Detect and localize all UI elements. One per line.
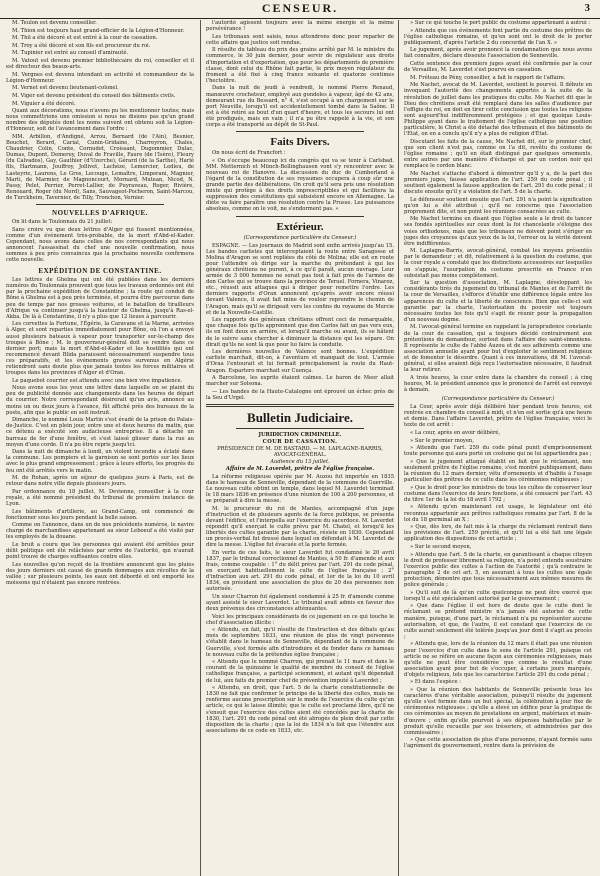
constantine-section xyxy=(6,277,194,586)
paragraph: » Que le jugement attaqué établit en fait que le réclamant, non seulement prêtre de l'église romaine, s'est montré publiquement, dans la réunion du 12 mars dernier, vêtu d'ornements et d'habits à l'usage particulier des prêtres de ce culte dans les cérémonies religieuses ; xyxy=(404,458,592,484)
paragraph: » Sur le second moyen, xyxy=(410,544,472,550)
masthead xyxy=(0,0,600,19)
paragraph: M. Vergnes est devenu intendant en activité et commandeur de la Légion-d'Honneur. xyxy=(6,71,194,84)
paragraph: Le bruit a couru que les personnes qui avaient été arrêtées pour délit politique ont été relâchées par ordre de l'autorité, qui n'aurait point trouvé de charges suffisantes contre elles. xyxy=(6,542,194,561)
constantine-heading: EXPÉDITION DE CONSTANTINE. xyxy=(38,267,162,276)
paragraph: Dimanche, le nommé Louis Martin s'est évadé de la prison du Palais-de-Justice. C'est en plein jour, entre une et deux heures du matin, que ce détenu a exécuté son audacieuse entreprise. Il a détaché un barreau de fer d'une fenêtre, et s'est laissé glisser dans la rue au moyen d'une corde. Il n'a pu être repris jusqu'ici. xyxy=(6,417,194,448)
africa-section xyxy=(6,227,194,264)
africa-heading: NOUVELLES D'AFRIQUE. xyxy=(52,209,148,218)
paragraph: Me Nachet s'attache d'abord à démontrer qu'il y a, de la part des premiers juges, fausse application de l'art. 259 du code pénal ; il soutient également la fausse application de l'art. 291 du code pénal ; il discute ensuite qu'il y a violation de l'art. 5 de la charte. xyxy=(404,170,592,195)
paragraph: Dans la nuit de jeudi à vendredi, le nommé Pierre Renaud, manœuvre crocheteur, employé aux gondoles à vapeur, âgé de 42 ans, demeurant rue du Bessard, n° 4, s'est occupé à un chargement sur le port Neuville, lorsqu'il est accidentellement tombé dans la Saône. Il est à été retiré au bout d'un quart d'heure, et tous les secours lui ont été prodigués, mais en vain ; il n'a pu être rappelé à la vie, et son corps a été transporté au dépôt de St-Paul. xyxy=(206,85,394,128)
paragraph: M. Thil a été décoré et est entré à la cour de cassation. xyxy=(12,35,158,42)
column-1-intro xyxy=(6,20,194,201)
paragraph: M. de Rohan, après un séjour de quelques jours à Paris, est de retour dans notre ville depuis plusieurs jours. xyxy=(6,475,194,488)
paragraph: « Attendu, en fait, qu'il résulte de l'instruction et des débats qu'au mois de septembre 1833, une réunion de plus de vingt personnes s'établit dans le hameau de Senneville, dépendant de la commune de Guerville, s'est formée afin d'introduire et de fonder dans ce hameau le nouveau culte de la prétendue église française ; xyxy=(206,627,394,658)
presidence-line: PRÉSIDENCE DE M. DE BASTARD. — M. LAPLAGNE-BARRIS, AVOCAT-GÉNÉRAL. xyxy=(217,446,383,459)
paragraph: » Que, dès lors, de fait mis à la charge du réclamant rentrait dans les prévisions de l'art. 259 précité, et qu'il lui a été fait une légale application des dispositions de cet article ; xyxy=(404,524,592,543)
audience-date: Audience du 13 juillet. xyxy=(270,459,330,466)
paragraph: Nous avons sous les yeux une lettre dans laquelle on se plaint du peu de publicité donnée aux changements dans les heures de départ du courrier. Notre correspondant désirerait qu'un avis, annoncé au moins un ou deux jours à l'avance, fût affiché près des bureaux de la poste, afin que le public en soit instruit. xyxy=(6,385,194,416)
exterieur-section xyxy=(206,243,394,401)
paragraph: l'autorité agissent toujours avec la même énergie et la même persévérance ! xyxy=(206,20,394,33)
page-number: 3 xyxy=(584,2,590,14)
column-2-top xyxy=(206,20,394,128)
paragraph: Me Nachet, avocat de M. Laverdet, soutient le pourvoi. Il débute en invoquant l'autorité des changements apportés à la suite de la révolution de juillet dans les pratiques du culte. Me Nachet dit que le Dieu des chrétiens avait été remplacé dans les salles d'audience par l'effigie du roi, en doit en tirer cette conclusion que toutes les religions sont aujourd'hui indifféremment protégées ; et que quoique Louis-Philippe ayant dans le traitement de l'église catholique une position particulière, le Christ a été détaché des tribunaux et des bâtiments de l'État, on en a conclu qu'il n'y a plus de religion d'État. xyxy=(404,82,592,138)
paragraph: La réforme religieuse opérée par M. Auzou fut importée en 1835 dans le hameau de Senneville, dépendant de la commune de Guerville. Le nouveau culte obtint un temple, dans lequel M. Laverdet terminait le 18 mars 1836 en présence d'une réunion de 100 à 200 personnes, et se préparait à dire la messe. xyxy=(206,473,394,504)
paragraph: Cette sentence des premiers juges ayant été confirmée par la cour de Versailles, M. Laverdet s'est pourvu en cassation. xyxy=(404,61,592,74)
paragraph: La Cour, après avoir déjà délibéré hier pendant trois heures, est rentrée en chambre du conseil à midi, et n'en est sortie qu'à une heure et demie. Dans l'affaire Laverdet, prêtre de l'église française, voici le texte de cet arrêt : xyxy=(404,404,592,429)
paragraph: « Attendu que le nommé Charron, qui prenait le 11 mars et dans le courant de la quinzaine le qualité de membre du conseil de l'église catholique française, a participé sciemment, et autant qu'il dépendait de lui, aux faits du premier chef de prévention imputé à Laverdet ; xyxy=(206,659,394,684)
paragraph: » Que la réunion des habitants de Senneville présente tous les caractères d'une véritable association, puisqu'il résulte du jugement qu'elle s'est formée dans un but spécial, la célébration à jour fixe de cérémonies religieuses ; qu'elle a élevé un édifice pour la pratique de ces cérémonies au moyen de prestations en argent, matériaux et main-d'œuvre ; enfin qu'elle pourvoit à ses dépenses habituelles par le produit qu'elle recueille par ses trésoriers, et administrées par des commissaires ; xyxy=(404,687,592,736)
paragraph: Les corvettes la Fortune, l'Égérie, la Caravane et la Marne, arrivées à Alger, et sont reparties immédiatement pour Bône, où l'on a envoyé aussi plusieurs bateaux à vapeur pour transporter sur-le-champ des troupes à Bône ; M. le gouverneur-général doit se rendre dans ce dernier port; mais la mort d'Abd-el-Kader et les hostilités qui ont recommencé devant Blida paraissent nécessairement suspendre tous ces préparatifs, et les événements graves survenus en Algérie retiendront sans doute plus que jamais toutes les forces militaires et troupes dans les provinces d'Alger et d'Oran. xyxy=(6,321,194,377)
paragraph: » Que dans l'église il est hors de doute que le culte dont le réclamant se prétend ministre n'a jamais été autorisé de cette manière, puisque, d'une part, le réclamant n'a pu représenter aucune autorisation, et que, de l'autre, il est constant que l'exercice de ce culte aurait seulement été tolérée jusqu'au jour dont il s'agit au procès ; xyxy=(404,603,592,640)
paragraph: » Sur ce qui touche le port public du costume appartenant à autrui : xyxy=(410,20,591,26)
paragraph: M. Viguier a été décoré. xyxy=(12,100,76,107)
affaire-title: Affaire de M. Laverdet, prêtre de l'église française. xyxy=(225,466,375,473)
paragraph: ESPAGNE. — Les journaux de Madrid sont enfin arrivés jusqu'au 15. Les bandes carlistes qui interceptaient la route entre Saragosse et Molina d'Aragon se sont repliées du côté de Molina; elle est en route pour l'attendre où dirige sur la marche du prétendant à qui les généraux chrétiens ne purent, à ce qu'il paraît, aucun ouvrage. Leur armée de 3 000 hommes ne serait pas tout à fait près de l'armée de don Carlos qui se trouve dans la province de Teruel. Fornera, Vinaroz, etc., réussit aux attaques qui à diriger pour remettre l'ordre. Les derniers rapports d'Oran annoncent qu'après avoir encore réussi devant Valence, il avait fait mine de vouloir reprendre le chemin de l'Aragon, mais qu'il se dirigeait vers les confins du royaume de Murcie et de la Nouvelle-Castille. xyxy=(206,242,394,316)
paragraph: » Attendu que l'art. 5 de la charte, en garantissant à chaque citoyen le droit de professer librement sa religion, n'a point entendu soustraire l'exercice public des cultes à l'action de l'autorité ; qu'à contraire le paragraphe 2 de cet art. 5, en assurant à tous les cultes une égale protection, démontre que tous nécessairement aux mêmes mesures de police générale ; xyxy=(404,551,592,589)
paragraph: Dans la nuit de dimanche à lundi, un violent incendie a éclaté dans la commune. Les pompiers et la garnison se sont portés sur les lieux avec le plus grand empressement ; grâce à leurs efforts, les progrès du feu ont été arrêtés vers le matin. xyxy=(6,449,194,474)
paragraph: Voici les principaux considérants de ce jugement en ce qui touche le chef d'association illicite : xyxy=(206,613,394,626)
paragraph: M. le procureur du roi de Mantes, accompagné d'un juge d'instruction et de plusieurs agents de la force publique, se présenta devant l'édifice, et l'interpella sur l'exercice du sacerdoce. M. Laverdet répondit qu'il exerçait le culte prévu par M. Chatel, et lorsqu'il les libertés des cultes garantie par la charte, résiste en 1830. Cependant un procès-verbal fut dressé dans lequel on défendait à M. Laverdet de dire la messe. L'église fut évacuée et la porte fermée. xyxy=(206,505,394,549)
paragraph: Sur la question d'association, M. Laplagne, développant les considérants tirés du jugement du tribunal de Mantes et de l'arrêt de la cour de Versailles, s'efforce d'établir une différence légale entre les apparences du culte et la liberté de conscience. Bien que celle-ci soit garantie par la charte, l'autorisation du pouvoir est toujours nécessaire toutes les fois qu'il s'agit de réunir pour la propagation d'un nouveau dogme. xyxy=(404,280,592,323)
paragraph: En vertu de ces faits, le sieur Laverdet fut condamné le 20 avril 1837, par le tribunal correctionnel de Mantes, à 50 fr. d'amende et aux frais, comme coupable : 1° du délit prévu par l'art. 291 du code pénal, en exerçant habituellement le culte de l'église française ; 2° d'infraction aux art. 291 du code pénal, et 1er de la loi du 10 avril 1834, en présidant une association de plus de 20 des personnes non autorisée. xyxy=(206,549,394,593)
bulletin-section xyxy=(206,474,394,734)
paragraph: M. Troy a été décoré et son fils est procureur du roi. xyxy=(12,42,151,49)
paragraph: Par ordonnance du 18 juillet, M. Devienne, conseiller à la cour royale, a été nommé président du tribunal de première instance de Lyon. xyxy=(6,488,194,507)
paragraph: Les lettres de Ghelma qui ont été publiées dans les derniers numéros du Toulonnais prouvent que tous les travaux ordonnés ont été par la prochaine expédition de Constantine ; la route qui conduit de Bône à Ghelma est à peu près terminée, et pourra être parcourue dans peu de temps par nos grosses voitures, et le bataillon de tirailleurs d'Afrique va continuer jusqu'à la hauteur de Ghelma, jusqu'à Ras-el-Akba. De là à Constantine, il n'y a plus que 12 lieues à parcourir. xyxy=(6,277,194,320)
paragraph: M. l'avocat-général termine en rappelant la jurisprudence constante de la cour de cassation, qui a toujours décidé contrairement aux prétentions du demandeur, surtout dans l'affaire des saint-simoniens. Il représente le culte de l'abbé Auzou et de ses adhérents comme une association annuelle ayant pour but d'exploiter le sentiment religieux et de fomenter le désordre. Quant à ces innovations, dit M. l'avocat-général, si elles avaient déjà reçu l'autorisation nécessaire, il faudrait la leur retirer. xyxy=(404,324,592,374)
paragraph: » Que cette association de plus d'une personne, n'ayant formée sans l'agrément du gouvernement, rentre dans la prévision de xyxy=(404,737,592,750)
paragraph: « On s'occupe beaucoup ici du congrès qui va se tenir à Carlsbad. MM. Metternich et Münch-Bellinghausen vont s'y rencontrer avec le nouveau roi de Hanovre. La discussion du duc de Cumberland à l'égard de la constitution de ses royaumes occupera à coup sûr une grande partie des délibérations. On croit qu'il sera pris une résolution mixte qui protège à des droits imprescriptibles et qui facilitera la suppression des constitutions qui subsistent encore en Allemagne. La diète va faire paraître une résolution contre la Prusse. Les puissances absolues, comme on le voit, ne s'endorment pas. » xyxy=(206,157,394,213)
column-2 xyxy=(206,20,394,876)
africa-intro: On lit dans le Toulonnais du 21 juillet: xyxy=(12,219,113,226)
paragraph: Les dernières nouvelles de Valence sont bonnes. L'expédition carliste marchait, dit-on, à l'aventure et manquait de tout. L'armée d'Oraa l'entourait et lui fermait principalement la route du Haut-Aragon. Espartero marchait sur Cuença. xyxy=(206,349,394,374)
newspaper-title: CENSEUR. xyxy=(261,1,339,15)
paragraph: » Sur le premier moyen, xyxy=(410,437,474,444)
paragraph: Les tribunaux sont saisis, nous attendrons donc pour reparler de cette affaire que justice soit rendue. xyxy=(206,33,394,46)
paragraph: « La cour, après en avoir délibéré, xyxy=(410,429,501,436)
paragraph: A trois heures, la cour entre dans la chambre du conseil ; à cinq heures, M. le président annonce que le prononcé de l'arrêt est renvoyé à demain. xyxy=(404,374,592,393)
paragraph: M. Tupinier est entré au conseil d'amirauté. xyxy=(12,50,129,57)
exterieur-subheading: (Correspondance particulière du Censeur.) xyxy=(243,234,357,241)
paragraph: M. Fréteau de Pény, conseiller, a fait le rapport de l'affaire. xyxy=(410,74,566,81)
column-3 xyxy=(404,20,592,876)
bulletin-judiciaire-heading: Bulletin Judiciaire. xyxy=(247,409,353,425)
columns xyxy=(0,20,600,876)
paragraph: » Qu'il suit de là qu'un culte quelconque ne peut être exercé que lorsqu'il a été spécialement autorisé par le gouvernement ; xyxy=(404,589,592,602)
paragraph: Un sieur Charron fut également condamné à 25 fr. d'amende comme ayant assisté le sieur Laverdet. Le tribunal avait admis en faveur des deux prévenus des circonstances atténuantes. xyxy=(206,593,394,612)
paragraph: » Attendu que ces événements font partie du costume des prêtres de l'église catholique romaine, et qu'en sont ont le droit de le porter publiquement, d'après l'article 2 du concordat de l'an X. » xyxy=(404,27,592,46)
paragraph: Le paquebot courrier est attendu avec une bien vive impatience. xyxy=(12,377,183,384)
column-1 xyxy=(6,20,194,876)
faits-divers-heading: Faits Divers. xyxy=(270,136,330,149)
paragraph: » Attendu qu'en maintenant cet usage, le législateur ont été reconnus appartenir aux prêtres catholiques romains par l'art. 8 de la loi du 18 germinal an X ; xyxy=(404,504,592,523)
paragraph: » Et dans l'espèce : xyxy=(410,679,461,686)
paragraph: « Attendu, en droit, que l'art. 5 de la charte constitutionnelle de 1830 ne fait que confirmer le principe de la liberté des cultes, mais ne renferme aucune prescription sur le mode de l'exercice du culte qu'un article, ce qui le laisse illimité; que le culte est proclamé libre, qu'il ne s'ensuit que l'exercice des cultes aient été concédés par la charte de 1830, l'art. 291 du code pénal ont été abrogés de plein droit par cette disposition de la charte ; que la loi de 1834 n'a fait que l'étendre aux associations de ce code en 1833, etc. xyxy=(206,685,394,734)
paragraph: M. Teulon est devenu conseiller. xyxy=(12,20,97,26)
column-3-top xyxy=(404,20,592,393)
paragraph: M. Laplagne-Barris, avocat-général, combat les moyens présentés par le demandeur ; et dit, relativement à la question du costume, que la cour royale a constaté que les distinctions accessoires sur lesquelles on s'appuie, l'usurpation du costume prescrite en France n'en subsistait pas moins complètement. xyxy=(404,248,592,279)
paragraph: MM. Arbillon, d'Andigné, Arrou, Bernard (de l'Ain), Besnier, Bouchet, Berard, Carial, Cunin-Gridaine, Charreyron, Chales, Chaudrier, Colin, Conte, Cornudet, Croissant, Dugommier, Dulac, Dumas, Dupont, Demerey, Duval de Fraville, Faure (de l'Isère), Fleury (du Calvados), Gay, Gauthier (d'Uzerche), Gérard (de la Sarthe), Harlé fils, Hartmann, Jouffroy, Jollivet, Lachèze, Lemercier, Ledieu, de Lasteyrie, Laurens, Le Gros, Lecouge, Lemaître, Limperani, Magnier, Marti, de Marmier, de Magnoncourt, Mornard, Mutean, Nicod, N. Passy, Pelet, Perrier, Perret-Lallier, de Puyraveau, Roger, Rivière, Renouard, Roger (du Nord), Sans, Sauvageot-Pocheron, Saint-Marcou, de Turckheim, Tavernier, de Tilly, Tronchon, Vernier. xyxy=(6,134,194,201)
court-heading: COUR DE CASSATION. xyxy=(262,439,338,446)
paragraph: A Barcelone, les esprits étaient calmes. Le baron de Meer allait marcher sur Solsona. xyxy=(206,375,394,388)
paragraph: M. Vernet est devenu lieutenant-colonel. xyxy=(12,85,119,92)
paragraph: Les nouvelles qu'on reçoit de la frontière annoncent que les pluies des jours derniers ont causé de grands dommages aux récoltes de la vallée ; sur plusieurs points, les eaux ont débordé et ont emporté les moissons qui n'étaient pas encore rentrées. xyxy=(6,561,194,587)
paragraph: On nous écrit de Francfort : xyxy=(212,150,286,157)
paragraph: M. Viger est devenu président du conseil des bâtiments civils. xyxy=(12,92,176,99)
exterieur-heading: Extérieur. xyxy=(276,220,324,233)
paragraph: Sans croire vu que deux lettres d'Alger qui fussent mentionnées, comme d'un événement très-probable, de la mort d'Abd-el-Kader. Cependant, nous avons dans celles de nos correspondants qui nous annoncent l'assassinat du chef une nouvelle confirmation, nous sommes à peu près convaincus que la prochaine nouvelle confirmera cette nouvelle. xyxy=(6,226,194,264)
paragraph: Les rapports des généraux chrétiens offrent ceci de remarquable, que chaque fois qu'ils apprennent que don Carlos fait un pas vers eux, ils en font deux en arrière, et lorsqu'il marche ou avant, ils se hâtent de le suivre sans chercher à diminuer la distance qui les sépare. On dirait qu'ils ne sont là que pour lui faire la conduite. xyxy=(206,317,394,348)
faits-divers-section xyxy=(206,150,394,212)
jurisdiction-heading: JURIDICTION CRIMINELLE. xyxy=(258,431,342,438)
paragraph: Comme on l'annonce, dans un de nos précédents numéros, le navire chargé de marchandises appartenant au sieur Leboeuf a été visité par les employés de la douane. xyxy=(6,522,194,541)
paragraph: » Attendu que, lors de la réunion du 12 mars il était pas une réunion pour l'exercice d'un culte dans le sens de l'article 291, puisque cet article ne se réfère en aucune façon aux cérémonies religieuses, mais qu'elle ne peut être considérée que comme le résultat d'une association ayant pour but de s'occuper, à certains jours marqués, d'objets religieux, tels que les caractérise l'article 291 du code pénal ; xyxy=(404,641,592,678)
paragraph: Discutant les faits de la cause, Me Nachet dit, sur le premier chef, que son client n'est pas, comme on l'a dit, revêtu du costume de l'église romaine ; qu'il en était distingué par quelques ornements, entre autres par une manière d'écharpe et par un cordon noir qui remplace le cordon blanc. xyxy=(404,138,592,170)
correspondance-subheading: (Correspondance particulière du Censeur.) xyxy=(441,395,555,402)
paragraph: M. Vatout est devenu premier bibliothécaire du roi, conseiller et il est directeur des beaux-arts. xyxy=(6,57,194,71)
paragraph: » Attendu que l'art. 259 du code pénal punit d'emprisonnement toute personne qui aura porté un costume qui ne lui appartiendra pas ; xyxy=(404,445,592,458)
paragraph: Quant aux décorations, nous n'avons pu les mentionner toutes; mais nous commettrions une omission si nous ne disions pas qu'un grand nombre des députés dont les noms suivent ont obtenu soit la Légion-d'Honneur, soit de l'avancement dans l'ordre : xyxy=(6,108,194,133)
paragraph: Il résulte du tableau du prix des grains arrêté par M. le ministre du commerce, le 30 juin dernier, pour servir de régulateur aux droits d'importation et d'exportation, que pour les départements de première classe, dont celui du Rhône fait partie, le prix moyen régulateur du froment a été fixé à cinq francs soixante et quatorze centimes l'hectolitre. xyxy=(206,47,394,84)
paragraph: — Les bandes de la Haute-Catalogne ont éprouvé un échec près de la Seu d'Urgel. xyxy=(206,388,394,401)
paragraph: Le défenseur soutient ensuite que l'art. 291 n'a point la signification qu'on lui a été attribué ; qu'il ne concerne que l'association proprement dite, et non point les réunions consacrées au culte. xyxy=(404,196,592,215)
paragraph: Les bâtiments d'artillerie, au Grand-Camp, ont commencé de fonctionner sous les jours pendant la belle saison. xyxy=(6,508,194,521)
paragraph: Me Nachet termine en disant que l'église seule a le droit de tancer ses fondés spirituelles sur ceux dont la foi chancelante s'éloigne des voies orthodoxes, mais que les tribunaux ne doivent point s'ériger en juges des croyances qu'aux yeux de la loi, l'erreur ou la vérité doivent être indifférentes. xyxy=(404,216,592,247)
paragraph: M. Thion est toujours haut grand-officier de la Légion-d'Honneur. xyxy=(12,27,185,34)
paragraph: Le jugement, après avoir prononcé la condamnation que nous avons fait connaître, déclare dissoute l'association de Senneville. xyxy=(404,47,592,60)
column-3-lower xyxy=(404,404,592,749)
paragraph: » Que le droit pour les ministres de tous les cultes de conserver leur costume dans l'exercice de leurs fonctions, a été consacré par l'art. 43 du titre 1er de la loi du 18 avril 1792 ; xyxy=(404,484,592,503)
